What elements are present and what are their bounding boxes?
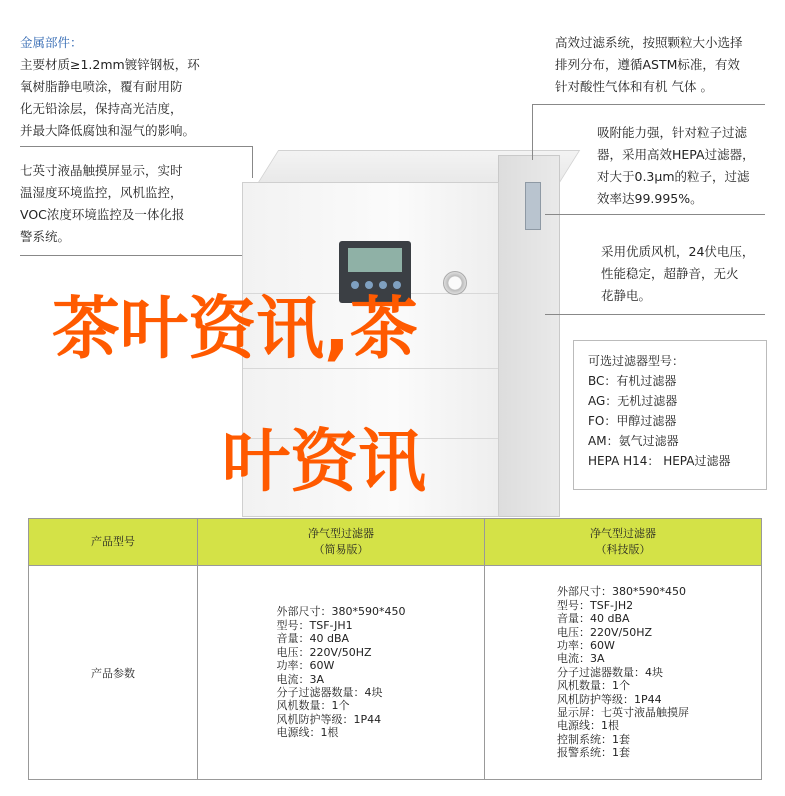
- note-line: 针对酸性气体和有机 气体 。: [555, 79, 713, 94]
- param-line: 风机数量：1个: [276, 699, 350, 713]
- param-line: 分子过滤器数量：4块: [276, 685, 383, 699]
- param-line: 外部尺寸：380*590*450: [276, 605, 406, 619]
- param-line: 电流：3A: [557, 652, 605, 666]
- filter-options-list: [588, 351, 731, 471]
- filter-option: HEPA H14： HEPA过滤器: [588, 454, 731, 468]
- note-line: 并最大降低腐蚀和湿气的影响。: [20, 123, 196, 138]
- header-subtitle: （简易版）: [313, 543, 369, 556]
- touchscreen-note: [20, 160, 184, 248]
- divider: [532, 104, 765, 105]
- metal-parts-heading: 金属部件：: [20, 35, 83, 50]
- param-line: 电源线：1根: [276, 726, 339, 740]
- param-line: 显示屏：七英寸液晶触摸屏: [557, 706, 689, 720]
- param-line: 电流：3A: [276, 672, 325, 686]
- note-line: 温湿度环境监控，风机监控，: [20, 185, 183, 200]
- note-line: 七英寸液晶触摸屏显示，实时: [20, 163, 183, 178]
- param-line: 型号：TSF-JH1: [276, 618, 353, 632]
- hepa-note: [597, 122, 755, 210]
- leader-line: [532, 104, 533, 160]
- params-cell-basic: [198, 566, 485, 780]
- header-title: 净气型过滤器: [308, 527, 374, 540]
- divider: [545, 314, 765, 315]
- lcd-screen: [348, 248, 402, 272]
- param-line: 外部尺寸：380*590*450: [557, 585, 686, 599]
- param-line: 电压：220V/50HZ: [276, 645, 372, 659]
- param-line: 功率：60W: [557, 638, 615, 652]
- param-line: 风机数量：1个: [557, 679, 630, 693]
- note-line: 花静电。: [601, 288, 652, 303]
- header-cell-basic: [198, 519, 485, 566]
- filter-option: FO：甲醇过滤器: [588, 414, 677, 428]
- filter-option: AG：无机过滤器: [588, 394, 678, 408]
- param-line: 风机防护等级：1P44: [276, 712, 382, 726]
- row-label: 产品参数: [91, 666, 135, 680]
- watermark-line-2: 叶资讯: [222, 423, 427, 502]
- header-subtitle: （科技版）: [595, 543, 651, 556]
- note-line: 警系统。: [20, 229, 71, 244]
- pressure-gauge-icon: [443, 271, 467, 295]
- note-line: 氧树脂静电喷涂，覆有耐用防: [20, 79, 183, 94]
- filter-option: AM：氨气过滤器: [588, 434, 679, 448]
- note-line: 对大于0.3μm的粒子，过滤: [597, 169, 750, 184]
- table-row: [29, 566, 762, 780]
- param-line: 分子过滤器数量：4块: [557, 665, 663, 679]
- param-line: 控制系统：1套: [557, 732, 630, 746]
- note-line: 效率达99.995%。: [597, 191, 703, 206]
- note-line: VOC浓度环境监控及一体化报: [20, 207, 185, 222]
- side-vent: [525, 182, 541, 230]
- header-cell-tech: [485, 519, 762, 566]
- divider: [20, 146, 252, 147]
- param-line: 报警系统：1套: [557, 746, 630, 760]
- filter-options-title: 可选过滤器型号：: [588, 354, 685, 368]
- note-line: 排列分布，遵循ASTM标准，有效: [555, 57, 740, 72]
- param-line: 音量：40 dBA: [276, 632, 350, 646]
- note-line: 采用优质风机，24伏电压，: [601, 244, 755, 259]
- metal-parts-note: [20, 32, 200, 142]
- note-line: 高效过滤系统，按照颗粒大小选择: [555, 35, 743, 50]
- filtration-system-note: [555, 32, 743, 98]
- param-line: 音量：40 dBA: [557, 612, 630, 626]
- note-line: 主要材质≥1.2mm镀锌钢板，环: [20, 57, 200, 72]
- params-cell-tech: [485, 566, 762, 780]
- params-list-basic: [277, 605, 406, 739]
- filter-options-box: [573, 340, 767, 490]
- filter-option: BC：有机过滤器: [588, 374, 677, 388]
- param-line: 功率：60W: [276, 659, 335, 673]
- divider: [545, 214, 765, 215]
- note-line: 器，采用高效HEPA过滤器，: [597, 147, 755, 162]
- table-header-row: [29, 519, 762, 566]
- param-line: 电源线：1根: [557, 719, 619, 733]
- header-label: 产品型号: [91, 535, 135, 548]
- params-list-tech: [557, 585, 689, 759]
- note-line: 吸附能力强，针对粒子过滤: [597, 125, 748, 140]
- spec-table: [28, 518, 762, 780]
- header-title: 净气型过滤器: [590, 527, 656, 540]
- note-line: 性能稳定，超静音，无火: [601, 266, 739, 281]
- note-line: 化无铅涂层，保持高光洁度，: [20, 101, 183, 116]
- param-line: 电压：220V/50HZ: [557, 625, 653, 639]
- row-label-cell: [29, 566, 198, 780]
- header-label-cell: [29, 519, 198, 566]
- fan-note: [601, 241, 754, 307]
- param-line: 型号：TSF-JH2: [557, 598, 634, 612]
- param-line: 风机防护等级：1P44: [557, 692, 662, 706]
- watermark-line-1: 茶叶资讯,茶: [52, 290, 418, 369]
